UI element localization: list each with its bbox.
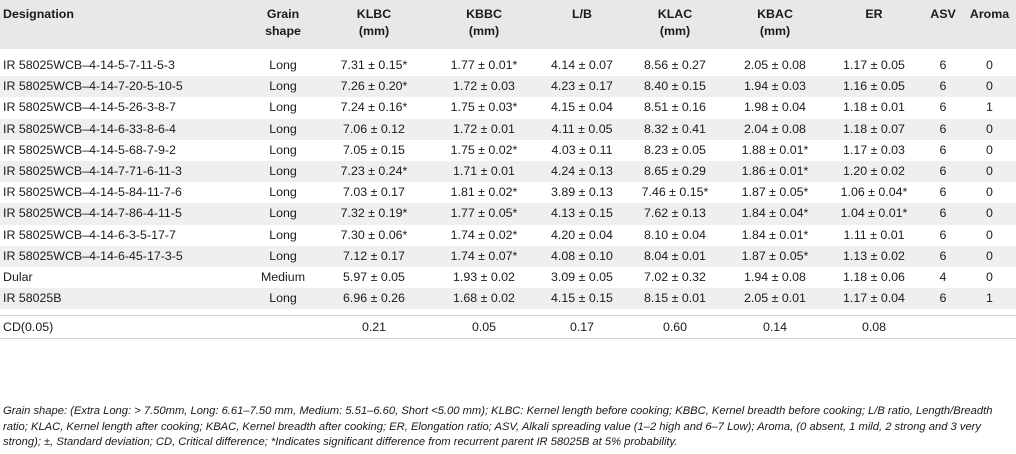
- cd-row: [0, 316, 1016, 339]
- cell-kbbc: 1.74 ± 0.02*: [450, 227, 518, 242]
- table-row: [0, 55, 1016, 76]
- cell-lb: 3.09 ± 0.05: [551, 269, 613, 284]
- cell-kbbc: 1.72 ± 0.03: [429, 76, 539, 97]
- table-row: [0, 140, 1016, 161]
- cell-lb: 4.14 ± 0.07: [551, 58, 613, 73]
- table-row: [0, 246, 1016, 267]
- cell-designation: Dular: [3, 269, 33, 284]
- cell-kbac: 2.05 ± 0.01: [725, 288, 825, 309]
- cell-klbc: 7.23 ± 0.24*: [319, 161, 429, 182]
- cell-aroma: 0: [963, 76, 1016, 97]
- header-grain-shape: Grain shape: [265, 7, 301, 38]
- table-row: [0, 161, 1016, 182]
- cell-asv: 6: [923, 161, 963, 182]
- cell-grain-shape: Long: [269, 185, 297, 200]
- cell-klbc: 7.05 ± 0.15: [343, 142, 405, 157]
- cell-kbbc: 1.74 ± 0.07*: [429, 246, 539, 267]
- header-er: ER: [865, 7, 883, 21]
- cell-klac: 8.56 ± 0.27: [644, 58, 706, 73]
- cell-kbac: 1.94 ± 0.03: [725, 76, 825, 97]
- cell-grain-shape: Long: [269, 227, 297, 242]
- cell-kbac: 1.88 ± 0.01*: [741, 142, 809, 157]
- cd-cell-asv: [923, 316, 963, 339]
- table-row: [0, 97, 1016, 118]
- cell-designation: IR 58025WCB–4-14-7-71-6-11-3: [0, 161, 247, 182]
- table-row: [0, 288, 1016, 309]
- cell-aroma: 0: [986, 185, 993, 200]
- cell-grain-shape: Long: [247, 161, 319, 182]
- cell-grain-shape: Long: [269, 58, 297, 73]
- cell-kbbc: 1.75 ± 0.02*: [450, 142, 518, 157]
- cell-klbc: 6.96 ± 0.26: [319, 288, 429, 309]
- cd-cell-grain-shape: [247, 316, 319, 339]
- cell-kbbc: 1.77 ± 0.05*: [429, 203, 539, 224]
- cell-grain-shape: Long: [247, 246, 319, 267]
- table-row: [0, 203, 1016, 224]
- cell-designation: IR 58025WCB–4-14-7-20-5-10-5: [0, 76, 247, 97]
- cell-asv: 6: [939, 185, 947, 200]
- header-asv: ASV: [930, 7, 956, 21]
- cell-er: 1.17 ± 0.03: [843, 142, 905, 157]
- cell-aroma: 0: [986, 142, 993, 157]
- table-row: [0, 182, 1016, 203]
- header-row: [0, 0, 1016, 49]
- table-row: [0, 119, 1016, 140]
- cell-aroma: 0: [986, 269, 993, 284]
- cell-kbbc: 1.77 ± 0.01*: [450, 58, 518, 73]
- cell-grain-shape: Long: [247, 203, 319, 224]
- cell-grain-shape: Long: [247, 76, 319, 97]
- cell-kbac: 2.05 ± 0.08: [744, 58, 806, 73]
- cell-klbc: 7.26 ± 0.20*: [319, 76, 429, 97]
- cell-asv: 6: [939, 142, 947, 157]
- cell-kbac: 1.87 ± 0.05*: [725, 246, 825, 267]
- cell-asv: 6: [923, 203, 963, 224]
- cell-aroma: 1: [986, 100, 993, 115]
- cell-er: 1.16 ± 0.05: [825, 76, 923, 97]
- header-kbac: KBAC (mm): [757, 7, 793, 38]
- cell-aroma: 1: [963, 288, 1016, 309]
- cell-designation: IR 58025WCB–4-14-6-45-17-3-5: [0, 246, 247, 267]
- cd-cell-klbc: 0.21: [319, 316, 429, 339]
- cell-kbbc: 1.81 ± 0.02*: [450, 185, 518, 200]
- cell-kbac: 1.86 ± 0.01*: [725, 161, 825, 182]
- header-designation: Designation: [3, 7, 74, 21]
- table-row: [0, 76, 1016, 97]
- table-body: [0, 49, 1016, 339]
- cd-cell-klac: 0.60: [625, 316, 725, 339]
- header-klac: KLAC (mm): [657, 7, 693, 38]
- cell-asv: 4: [939, 269, 947, 284]
- cell-er: 1.18 ± 0.01: [843, 100, 905, 115]
- cell-aroma: 0: [963, 246, 1016, 267]
- cell-asv: 6: [939, 58, 947, 73]
- cell-lb: 3.89 ± 0.13: [551, 185, 613, 200]
- cell-grain-shape: Long: [247, 119, 319, 140]
- cell-designation: IR 58025WCB–4-14-5-68-7-9-2: [3, 142, 176, 157]
- cell-lb: 4.11 ± 0.05: [539, 119, 625, 140]
- cd-cell-lb: 0.17: [539, 316, 625, 339]
- cell-lb: 4.15 ± 0.15: [539, 288, 625, 309]
- cell-designation: IR 58025WCB–4-14-7-86-4-11-5: [0, 203, 247, 224]
- cell-klac: 8.40 ± 0.15: [625, 76, 725, 97]
- cell-lb: 4.24 ± 0.13: [539, 161, 625, 182]
- table-row: [0, 225, 1016, 246]
- cell-grain-shape: Long: [247, 288, 319, 309]
- cell-klac: 8.32 ± 0.41: [625, 119, 725, 140]
- cell-er: 1.17 ± 0.04: [825, 288, 923, 309]
- cell-lb: 4.20 ± 0.04: [551, 227, 613, 242]
- cell-er: 1.06 ± 0.04*: [840, 185, 908, 200]
- table-row: [0, 267, 1016, 288]
- cell-klac: 8.23 ± 0.05: [644, 142, 706, 157]
- cell-klac: 8.51 ± 0.16: [644, 100, 706, 115]
- cell-kbac: 1.84 ± 0.01*: [741, 227, 809, 242]
- cell-klac: 8.65 ± 0.29: [625, 161, 725, 182]
- cell-designation: IR 58025WCB–4-14-6-33-8-6-4: [0, 119, 247, 140]
- cell-aroma: 0: [986, 58, 993, 73]
- cell-klbc: 7.30 ± 0.06*: [340, 227, 408, 242]
- cell-asv: 6: [923, 246, 963, 267]
- cell-asv: 6: [923, 76, 963, 97]
- cell-grain-shape: Medium: [260, 269, 306, 284]
- cell-er: 1.17 ± 0.05: [843, 58, 905, 73]
- cell-kbbc: 1.75 ± 0.03*: [450, 100, 518, 115]
- cell-klbc: 7.12 ± 0.17: [319, 246, 429, 267]
- cell-aroma: 0: [963, 203, 1016, 224]
- cd-cell-kbbc: 0.05: [429, 316, 539, 339]
- cell-klbc: 7.03 ± 0.17: [343, 185, 405, 200]
- cell-designation: IR 58025WCB–4-14-5-84-11-7-6: [3, 185, 182, 200]
- cell-designation: IR 58025WCB–4-14-5-26-3-8-7: [3, 100, 176, 115]
- cd-cell-designation: CD(0.05): [0, 316, 247, 339]
- cell-lb: 4.23 ± 0.17: [539, 76, 625, 97]
- cell-lb: 4.13 ± 0.15: [539, 203, 625, 224]
- cell-klac: 8.04 ± 0.01: [625, 246, 725, 267]
- cell-klac: 7.46 ± 0.15*: [641, 185, 709, 200]
- cell-lb: 4.08 ± 0.10: [539, 246, 625, 267]
- cell-klbc: 7.06 ± 0.12: [319, 119, 429, 140]
- cell-designation: IR 58025B: [0, 288, 247, 309]
- cell-er: 1.04 ± 0.01*: [825, 203, 923, 224]
- cell-aroma: 0: [986, 227, 993, 242]
- header-aroma: Aroma: [969, 7, 1010, 21]
- cell-designation: IR 58025WCB–4-14-6-3-5-17-7: [3, 227, 176, 242]
- cell-klac: 7.62 ± 0.13: [625, 203, 725, 224]
- cell-er: 1.18 ± 0.06: [843, 269, 905, 284]
- cell-klbc: 7.24 ± 0.16*: [340, 100, 408, 115]
- cd-cell-aroma: [963, 316, 1016, 339]
- cell-klbc: 5.97 ± 0.05: [343, 269, 405, 284]
- header-kbbc: KBBC (mm): [466, 7, 502, 38]
- cell-aroma: 0: [963, 119, 1016, 140]
- cell-designation: IR 58025WCB–4-14-5-7-11-5-3: [3, 58, 175, 73]
- table-footnote: Grain shape: (Extra Long: > 7.50mm, Long: 6.61–7.50 mm, Medium: 5.51–6.60, Short <5.00 mm); KLBC: Kernel length before cooking; KBBC, Kernel breadth before cooking; L/B ratio, Length/Breadth ratio; KLAC, Kernel length after cooking; KBAC, Kernel breadth after cooking; ER, Elongation ratio; ASV, Alkali spreading value (1–2 high and 6–7 Low); Aroma, (0 absent, 1 mild, 2 strong and 3 very strong); ±, Standard deviation; CD, Critical difference; *Indicates significant difference from recurrent parent IR 58025B at 5% probability.: [3, 405, 993, 448]
- cell-kbac: 1.84 ± 0.04*: [725, 203, 825, 224]
- cell-er: 1.18 ± 0.07: [825, 119, 923, 140]
- cell-er: 1.20 ± 0.02: [825, 161, 923, 182]
- cell-kbac: 2.04 ± 0.08: [725, 119, 825, 140]
- cell-asv: 6: [923, 288, 963, 309]
- cell-klbc: 7.32 ± 0.19*: [319, 203, 429, 224]
- cell-kbbc: 1.72 ± 0.01: [429, 119, 539, 140]
- cell-kbbc: 1.93 ± 0.02: [453, 269, 515, 284]
- cell-klac: 8.15 ± 0.01: [625, 288, 725, 309]
- cell-kbac: 1.94 ± 0.08: [744, 269, 806, 284]
- cell-kbac: 1.98 ± 0.04: [744, 100, 806, 115]
- cell-asv: 6: [939, 227, 947, 242]
- cell-lb: 4.15 ± 0.04: [551, 100, 613, 115]
- cell-grain-shape: Long: [269, 100, 297, 115]
- cell-kbac: 1.87 ± 0.05*: [741, 185, 809, 200]
- cell-asv: 6: [939, 100, 947, 115]
- header-lb: L/B: [572, 7, 592, 21]
- cell-klbc: 7.31 ± 0.15*: [340, 58, 408, 73]
- cell-er: 1.11 ± 0.01: [843, 227, 905, 242]
- cell-aroma: 0: [963, 161, 1016, 182]
- cell-klac: 7.02 ± 0.32: [644, 269, 706, 284]
- cell-er: 1.13 ± 0.02: [825, 246, 923, 267]
- header-klbc: KLBC (mm): [356, 7, 392, 38]
- cell-klac: 8.10 ± 0.04: [644, 227, 706, 242]
- cell-kbbc: 1.68 ± 0.02: [429, 288, 539, 309]
- cd-cell-kbac: 0.14: [725, 316, 825, 339]
- cd-cell-er: 0.08: [825, 316, 923, 339]
- cell-grain-shape: Long: [269, 142, 297, 157]
- cell-asv: 6: [923, 119, 963, 140]
- cell-lb: 4.03 ± 0.11: [551, 142, 613, 157]
- cell-kbbc: 1.71 ± 0.01: [429, 161, 539, 182]
